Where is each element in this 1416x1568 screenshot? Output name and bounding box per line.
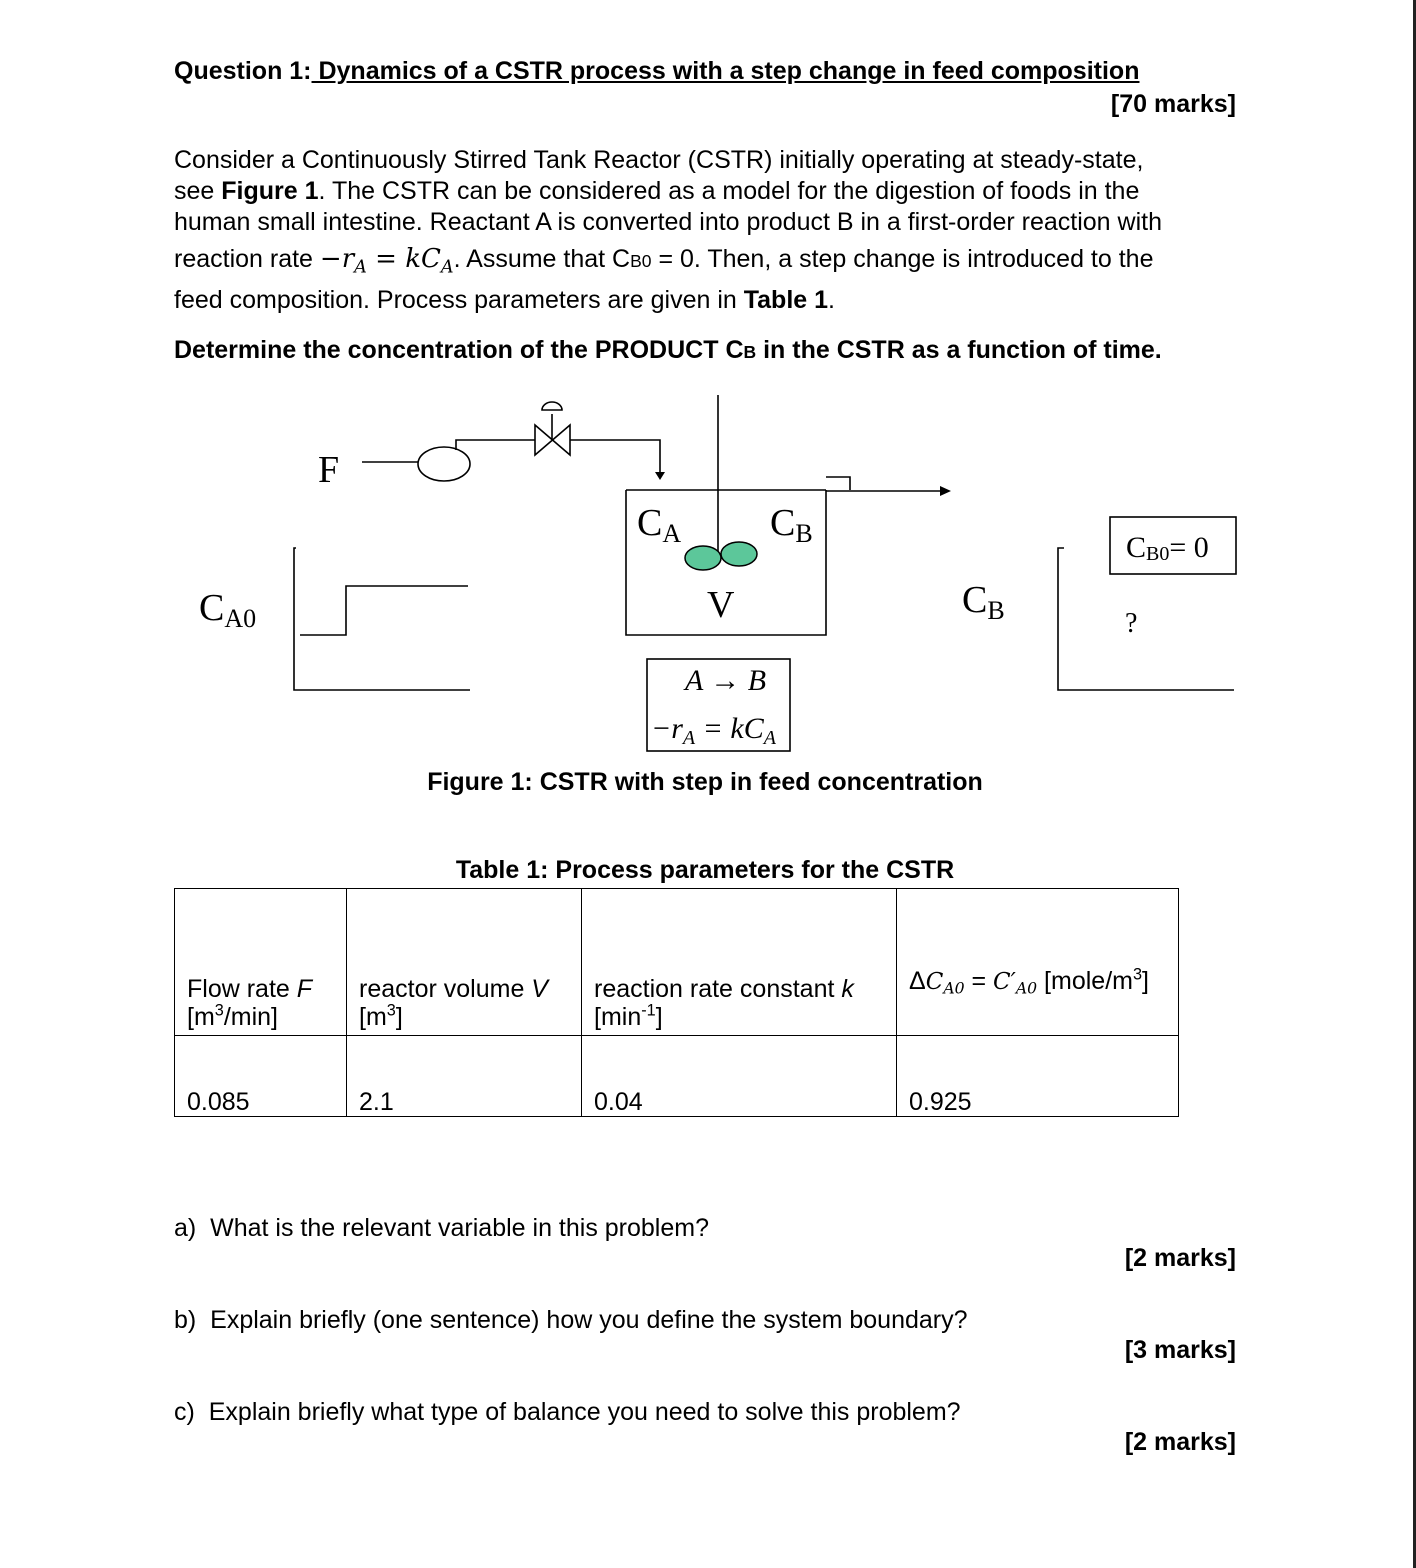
rate-expression: $-r_A = kC_A$ xyxy=(319,244,454,278)
tank-ca-label: CA xyxy=(637,502,682,548)
intro-line-4: reaction rate $-r_A = kC_A$. Assume that CB0 = 0. Then, a step change is introduced to the xyxy=(174,244,1154,278)
question-number: Question 1: xyxy=(174,57,312,85)
question-a: a) What is the relevant variable in this problem? xyxy=(174,1214,709,1242)
figure-caption: Figure 1: CSTR with step in feed concentration xyxy=(427,768,983,796)
input-ca0-label: CA0 xyxy=(199,587,257,633)
value-rate-constant: 0.04 xyxy=(582,1036,897,1117)
question-title xyxy=(174,57,1139,86)
control-valve-icon xyxy=(535,402,570,455)
value-feed-step: 0.925 xyxy=(897,1036,1179,1117)
intro-line-5: feed composition. Process parameters are given in Table 1. xyxy=(174,286,835,315)
pump-discharge-line xyxy=(456,440,535,450)
table-caption: Table 1: Process parameters for the CSTR xyxy=(455,856,955,884)
header-rate-constant: reaction rate constant k $[\min^{-1}]$ xyxy=(582,889,897,1036)
question-b-marks: [3 marks] xyxy=(1124,1336,1236,1364)
outlet-arrowhead xyxy=(940,486,951,496)
intro-paragraph xyxy=(174,145,1236,316)
table-header-row xyxy=(175,889,1179,1036)
inlet-arrowhead xyxy=(655,472,665,480)
header-reactor-volume: reactor volume V $[m^3]$ xyxy=(347,889,582,1036)
outlet-cb-label: CB xyxy=(962,579,1005,625)
intro-line-1: Consider a Continuously Stirred Tank Reactor (CSTR) initially operating at steady-state, xyxy=(174,146,1144,174)
intro-line-2: see Figure 1. The CSTR can be considered as a model for the digestion of foods in the xyxy=(174,177,1140,205)
reaction-equation: A → B xyxy=(685,664,767,697)
question-heading: Dynamics of a CSTR process with a step change in feed composition xyxy=(311,57,1140,85)
outlet-weir xyxy=(826,477,850,490)
volume-label: V xyxy=(707,584,735,626)
question-c-marks: [2 marks] xyxy=(1124,1428,1236,1456)
table-ref: Table 1 xyxy=(743,286,829,315)
flow-label: F xyxy=(318,449,340,491)
header-flow-rate: Flow rate F $[m^3/\min]$ xyxy=(175,889,347,1036)
output-graph-axes xyxy=(1058,548,1234,690)
question-c: c) Explain briefly what type of balance you need to solve this problem? xyxy=(174,1398,961,1426)
question-b: b) Explain briefly (one sentence) how you define the system boundary? xyxy=(174,1306,968,1334)
figure-ref: Figure 1 xyxy=(221,177,319,205)
input-step-curve xyxy=(300,586,468,635)
total-marks: [70 marks] xyxy=(1110,90,1236,118)
inlet-line xyxy=(570,440,660,472)
tank-cb-label: CB xyxy=(770,502,813,548)
parameters-table xyxy=(174,888,1179,1117)
question-a-marks: [2 marks] xyxy=(1124,1244,1236,1272)
cstr-figure xyxy=(0,380,1416,760)
value-flow-rate: 0.085 xyxy=(175,1036,347,1117)
table-values-row xyxy=(175,1036,1179,1117)
unknown-marker: ? xyxy=(1125,608,1138,639)
impeller-icon xyxy=(685,542,757,570)
intro-line-3: human small intestine. Reactant A is converted into product B in a first-order reaction with xyxy=(174,208,1162,236)
value-reactor-volume: 2.1 xyxy=(347,1036,582,1117)
pump-icon xyxy=(418,447,470,481)
header-feed-step: $\Delta C_{A0} = C'_{A0}$ $[mole/m^3]$ xyxy=(897,889,1179,1036)
initial-cb0-label: CB0= 0 xyxy=(1126,531,1209,565)
rate-law: $-r_A = kC_A$ xyxy=(651,712,776,749)
task-statement: Determine the concentration of the PRODUCT CB in the CSTR as a function of time. xyxy=(174,336,1162,364)
input-graph-axes xyxy=(294,548,470,690)
